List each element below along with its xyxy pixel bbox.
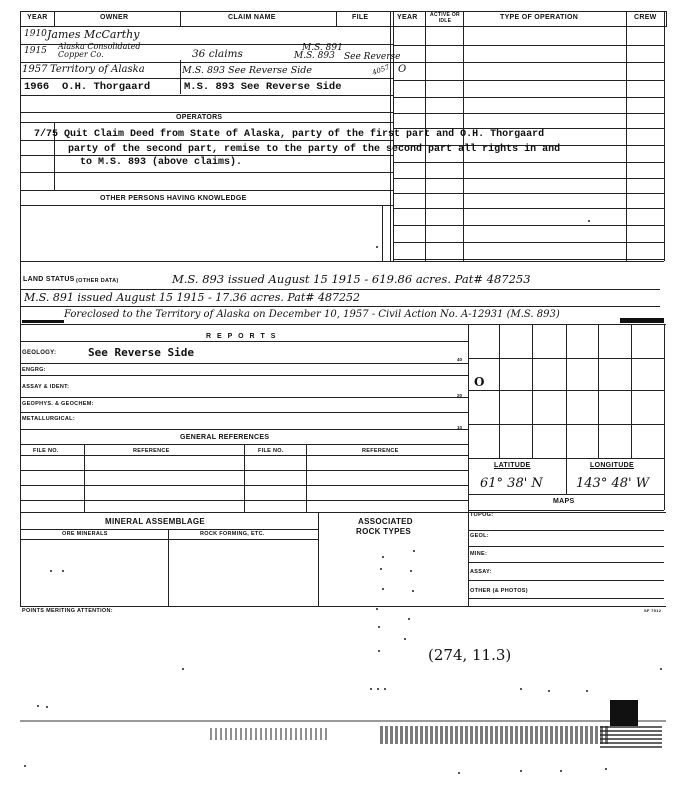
owner-row-3-year: 1957 xyxy=(22,64,48,75)
owner-row-1-file: M.S. 891 xyxy=(302,43,343,53)
header-file: FILE xyxy=(352,14,369,21)
owner-row-2-owner: Alaska Consolidated Copper Co. xyxy=(58,42,141,59)
owner-row-4-year: 1966 xyxy=(24,81,50,93)
header-claim-name: CLAIM NAME xyxy=(228,14,276,21)
owner-row-2-file: M.S. 893 xyxy=(294,51,335,61)
owner-row-3-owner: Territory of Alaska xyxy=(50,64,145,75)
owner-row-2-claim: 36 claims xyxy=(192,48,243,60)
other-persons-label: OTHER PERSONS HAVING KNOWLEDGE xyxy=(100,195,247,202)
land-status-line-2: M.S. 891 issued August 15 1915 - 17.36 acres. Pat# 487252 xyxy=(24,291,360,304)
rock-types-label: ROCK TYPES xyxy=(356,527,412,536)
handwritten-mark-2: O xyxy=(398,64,407,75)
geology-label: GEOLOGY: xyxy=(22,350,57,356)
maps-mine: MINE: xyxy=(470,551,488,557)
handwritten-mark-1: 4057 xyxy=(371,63,391,77)
engrg-label: ENGRG: xyxy=(22,367,46,373)
owner-row-4-claim: M.S. 893 See Reverse Side xyxy=(184,81,342,93)
reports-number-40: 40 xyxy=(457,357,463,362)
maps-topog: TOPOG: xyxy=(470,512,494,518)
header-owner: OWNER xyxy=(100,14,129,21)
latitude-label: LATITUDE xyxy=(494,462,531,469)
land-status-line-1: M.S. 893 issued August 15 1915 - 619.86 acres. Pat# 487253 xyxy=(172,272,531,286)
handwritten-annotation: (274, 11.3) xyxy=(428,646,512,664)
operators-line-3: to M.S. 893 (above claims). xyxy=(80,157,243,168)
mineral-assemblage-label: MINERAL ASSEMBLAGE xyxy=(105,517,206,526)
reports-label: R E P O R T S xyxy=(206,333,278,340)
owner-row-3-file: See Reverse xyxy=(344,52,401,62)
form-number: SF 7512 xyxy=(644,608,662,613)
operators-line-1: 7/75 Quit Claim Deed from State of Alaska, party of the first part and O.H. Thorgaard xyxy=(34,129,545,140)
latitude-value: 61° 38' N xyxy=(480,476,543,491)
general-references-label: GENERAL REFERENCES xyxy=(180,434,270,441)
file-no-label-2: FILE NO. xyxy=(258,448,284,454)
maps-assay: ASSAY: xyxy=(470,569,492,575)
owner-row-4-owner: O.H. Thorgaard xyxy=(62,81,151,93)
geophys-label: GEOPHYS. & GEOCHEM: xyxy=(22,401,94,407)
land-status-line-3: Foreclosed to the Territory of Alaska on December 10, 1957 - Civil Action No. A-12931 (M.S. 893) xyxy=(64,309,560,320)
reports-number-10: 10 xyxy=(457,425,463,430)
operators-label: OPERATORS xyxy=(176,114,223,121)
metallurgical-label: METALLURGICAL: xyxy=(22,416,75,422)
maps-other: OTHER (& PHOTOS) xyxy=(470,588,528,594)
header-crew: CREW xyxy=(634,14,657,21)
grid-mark: O xyxy=(474,375,485,389)
maps-label: MAPS xyxy=(553,498,575,505)
header-active-or-idle: ACTIVE OR IDLE xyxy=(430,12,460,24)
land-status-sub: (OTHER DATA) xyxy=(76,278,119,284)
associated-label: ASSOCIATED xyxy=(358,517,413,526)
reports-number-20: 20 xyxy=(457,393,463,398)
header-type-of-operation: TYPE OF OPERATION xyxy=(500,14,579,21)
longitude-value: 143° 48' W xyxy=(576,476,650,491)
geology-value: See Reverse Side xyxy=(88,346,194,359)
reference-label: REFERENCE xyxy=(133,448,170,454)
operators-line-2: party of the second part, remise to the party of the second part all rights in and xyxy=(68,144,561,155)
header-year-2: YEAR xyxy=(397,14,418,21)
owner-row-3-claim: M.S. 893 See Reverse Side xyxy=(182,65,312,76)
owner-row-1-year: 1910 xyxy=(24,29,47,39)
maps-geol: GEOL: xyxy=(470,533,489,539)
owner-row-2-year: 1915 xyxy=(24,46,47,56)
points-meriting-label: POINTS MERITING ATTENTION: xyxy=(22,608,113,614)
assay-ident-label: ASSAY & IDENT: xyxy=(22,384,70,390)
land-status-label: LAND STATUS xyxy=(23,276,75,283)
rock-forming-label: ROCK FORMING, ETC. xyxy=(200,531,265,537)
owner-row-1-owner: James McCarthy xyxy=(47,28,140,41)
header-year: YEAR xyxy=(27,14,48,21)
longitude-label: LONGITUDE xyxy=(590,462,634,469)
ore-minerals-label: ORE MINERALS xyxy=(62,531,108,537)
reference-label-2: REFERENCE xyxy=(362,448,399,454)
file-no-label: FILE NO. xyxy=(33,448,59,454)
